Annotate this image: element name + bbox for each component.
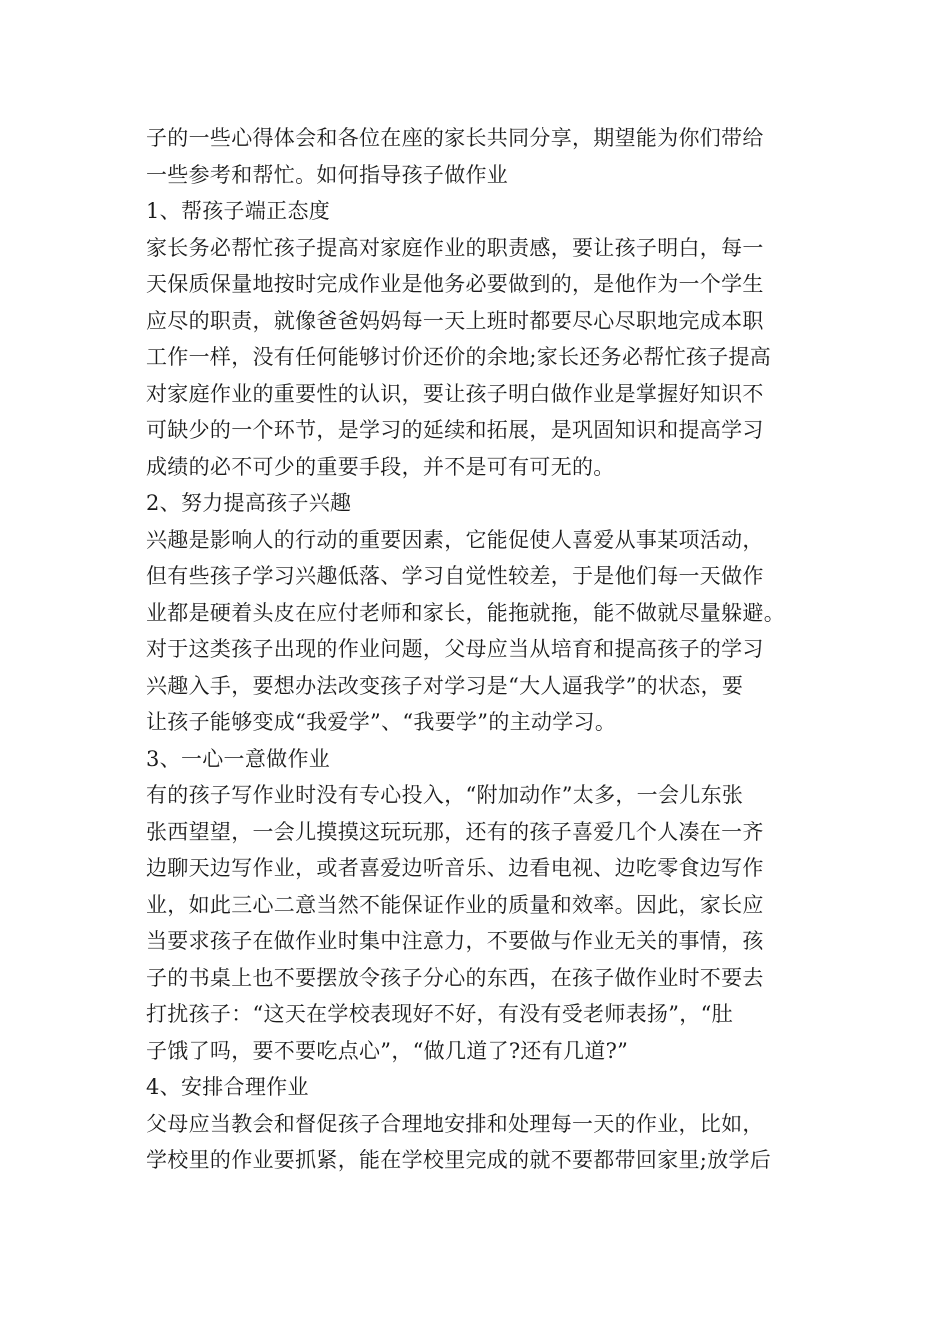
text-line: 子饿了吗，要不要吃点心”，“做几道了?还有几道?” (146, 1038, 629, 1063)
text-line: 成绩的必不可少的重要手段，并不是可有可无的。 (146, 454, 615, 479)
text-line: 对家庭作业的重要性的认识，要让孩子明白做作业是掌握好知识不 (146, 381, 764, 406)
body-text (146, 120, 826, 1179)
text-line: 边聊天边写作业，或者喜爱边听音乐、边看电视、边吃零食边写作 (146, 856, 764, 880)
text-line: 可缺少的一个环节，是学习的延续和拓展，是巩固知识和提高学习 (146, 418, 764, 442)
text-line: 当要求孩子在做作业时集中注意力，不要做与作业无关的事情，孩 (146, 929, 764, 953)
section-heading: 3、一心一意做作业 (146, 746, 331, 771)
text-line: 天保质保量地按时完成作业是他务必要做到的，是他作为一个学生 (146, 272, 764, 296)
text-line: 打扰孩子：“这天在学校表现好不好，有没有受老师表扬”，“肚 (146, 1002, 733, 1026)
text-line: 子的书桌上也不要摆放令孩子分心的东西，在孩子做作业时不要去 (146, 965, 764, 990)
text-line: 有的孩子写作业时没有专心投入，“附加动作”太多，一会儿东张 (146, 783, 744, 807)
text-line: 家长务必帮忙孩子提高对家庭作业的职责感，要让孩子明白，每一 (146, 235, 764, 260)
text-line: 兴趣是影响人的行动的重要因素，它能促使人喜爱从事某项活动， (146, 527, 764, 552)
text-line: 张西望望，一会儿摸摸这玩玩那，还有的孩子喜爱几个人凑在一齐 (146, 819, 764, 844)
text-line: 学校里的作业要抓紧，能在学校里完成的就不要都带回家里;放学后 (146, 1148, 772, 1172)
text-line: 一些参考和帮忙。如何指导孩子做作业 (146, 162, 509, 187)
text-line: 工作一样，没有任何能够讨价还价的余地;家长还务必帮忙孩子提高 (146, 345, 772, 369)
text-line: 让孩子能够变成“我爱学”、“我要学”的主动学习。 (146, 710, 617, 734)
text-line: 兴趣入手，要想办法改变孩子对学习是“大人逼我学”的状态，要 (146, 673, 744, 698)
text-line: 业都是硬着头皮在应付老师和家长，能拖就拖，能不做就尽量躲避。 (146, 600, 785, 625)
text-line: 应尽的职责，就像爸爸妈妈每一天上班时都要尽心尽职地完成本职 (146, 308, 764, 333)
section-heading: 2、努力提高孩子兴趣 (146, 491, 352, 515)
section-heading: 4、安排合理作业 (146, 1075, 309, 1099)
text-line: 父母应当教会和督促孩子合理地安排和处理每一天的作业，比如， (146, 1111, 764, 1136)
text-line: 对于这类孩子出现的作业问题，父母应当从培育和提高孩子的学习 (146, 637, 764, 661)
text-line: 但有些孩子学习兴趣低落、学习自觉性较差，于是他们每一天做作 (146, 564, 764, 588)
text-line: 业，如此三心二意当然不能保证作业的质量和效率。因此，家长应 (146, 892, 764, 917)
text-line: 子的一些心得体会和各位在座的家长共同分享，期望能为你们带给 (146, 126, 764, 150)
section-heading: 1、帮孩子端正态度 (146, 199, 331, 223)
